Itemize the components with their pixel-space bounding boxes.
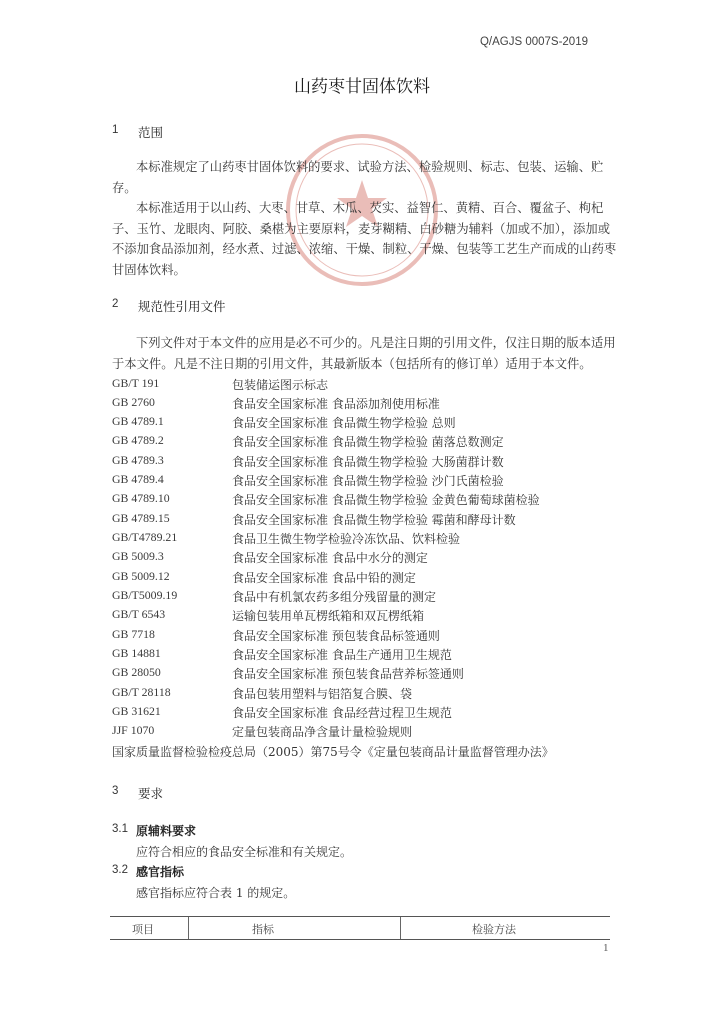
ref-title: 食品卫生微生物学检验冷冻饮品、饮料检验 <box>232 532 461 546</box>
ref-title: 食品安全国家标准 食品生产通用卫生规范 <box>232 648 452 662</box>
ref-code: GB 5009.3 <box>112 549 164 563</box>
ref-code: GB 31621 <box>112 704 161 718</box>
refs-intro-paragraph: 下列文件对于本文件的应用是必不可少的。凡是注日期的引用文件，仅注日期的版本适用于本文件。凡是不注日期的引用文件，其最新版本（包括所有的修订单）适用于本文件。 <box>112 336 616 371</box>
ref-title: 食品安全国家标准 食品添加剂使用标准 <box>232 397 440 411</box>
section-3-title: 要求 <box>138 786 164 801</box>
ref-code: GB 14881 <box>112 646 161 660</box>
subsection-3-2-number: 3.2 <box>112 864 128 876</box>
ref-title: 食品中有机氯农药多组分残留量的测定 <box>232 590 437 604</box>
ref-code: GB/T 6543 <box>112 607 166 621</box>
ref-title: 食品安全国家标准 食品微生物学检验 总则 <box>232 416 456 430</box>
subsection-3-1-number: 3.1 <box>112 823 128 835</box>
ref-title: 包装储运图示标志 <box>232 378 329 392</box>
table-col-indicator: 指标 <box>252 923 274 936</box>
section-1-title: 范围 <box>138 125 164 140</box>
scope-paragraph-2: 本标准适用于以山药、大枣、甘草、木瓜、芡实、益智仁、黄精、百合、覆盆子、枸杞子、玉竹、龙眼肉、阿胶、桑椹为主要原料，麦芽糊精、白砂糖为辅料（加或不加），添加或不添加食品添加剂，经水煮、过滤、浓缩、干燥、制粒、干燥、包装等工艺生产而成的山药枣甘固体饮料。 <box>112 201 617 277</box>
ref-code: GB/T5009.19 <box>112 588 178 602</box>
ref-code: GB 4789.1 <box>112 414 164 428</box>
subsection-3-1-title: 原辅料要求 <box>136 824 197 838</box>
page-number: 1 <box>603 942 609 954</box>
subsection-3-2-title: 感官指标 <box>136 865 185 879</box>
ref-code: GB 4789.2 <box>112 433 164 447</box>
ref-title: 食品安全国家标准 食品微生物学检验 菌落总数测定 <box>232 435 504 449</box>
table-col-test-method: 检验方法 <box>472 923 516 936</box>
ref-title: 食品安全国家标准 食品微生物学检验 金黄色葡萄球菌检验 <box>232 493 540 507</box>
subsection-3-1-text: 应符合相应的食品安全标准和有关规定。 <box>136 845 353 859</box>
document-title: 山药枣甘固体饮料 <box>294 77 430 97</box>
ref-title: 食品安全国家标准 食品微生物学检验 霉菌和酵母计数 <box>232 513 516 527</box>
ref-code: GB 7718 <box>112 627 155 641</box>
section-2-title: 规范性引用文件 <box>138 299 226 314</box>
scope-paragraph-1: 本标准规定了山药枣甘固体饮料的要求、试验方法、检验规则、标志、包装、运输、贮存。 <box>112 160 604 195</box>
ref-code: JJF 1070 <box>112 723 155 737</box>
ref-title: 食品安全国家标准 预包装食品标签通则 <box>232 629 440 643</box>
ref-title: 食品安全国家标准 食品经营过程卫生规范 <box>232 706 452 720</box>
section-2-number: 2 <box>112 298 119 310</box>
subsection-3-2-text: 感官指标应符合表 1 的规定。 <box>136 886 296 900</box>
refs-decree: 国家质量监督检验检疫总局（2005）第75号令《定量包装商品计量监督管理办法》 <box>112 745 554 759</box>
ref-title: 食品包装用塑料与铝箔复合膜、袋 <box>232 687 413 701</box>
ref-title: 食品安全国家标准 食品微生物学检验 沙门氏菌检验 <box>232 474 504 488</box>
ref-title: 食品安全国家标准 食品微生物学检验 大肠菌群计数 <box>232 455 504 469</box>
ref-title: 运输包装用单瓦楞纸箱和双瓦楞纸箱 <box>232 609 425 623</box>
ref-code: GB 4789.4 <box>112 472 164 486</box>
table-divider <box>188 917 189 939</box>
ref-code: GB 2760 <box>112 395 155 409</box>
ref-title: 定量包装商品净含量计量检验规则 <box>232 725 413 739</box>
section-1-number: 1 <box>112 124 119 136</box>
table-divider <box>400 917 401 939</box>
ref-code: GB/T 191 <box>112 376 160 390</box>
ref-code: GB 4789.10 <box>112 491 170 505</box>
table-col-item: 项目 <box>132 923 154 936</box>
sensory-table-header <box>110 916 610 940</box>
section-3-number: 3 <box>112 785 119 797</box>
ref-code: GB 4789.15 <box>112 511 170 525</box>
ref-code: GB/T4789.21 <box>112 530 178 544</box>
document-code: Q/AGJS 0007S-2019 <box>479 36 588 48</box>
ref-code: GB 4789.3 <box>112 453 164 467</box>
ref-title: 食品安全国家标准 食品中铅的测定 <box>232 571 416 585</box>
ref-title: 食品安全国家标准 预包装食品营养标签通则 <box>232 667 464 681</box>
ref-title: 食品安全国家标准 食品中水分的测定 <box>232 551 428 565</box>
ref-code: GB 28050 <box>112 665 161 679</box>
ref-code: GB/T 28118 <box>112 685 171 699</box>
ref-code: GB 5009.12 <box>112 569 170 583</box>
